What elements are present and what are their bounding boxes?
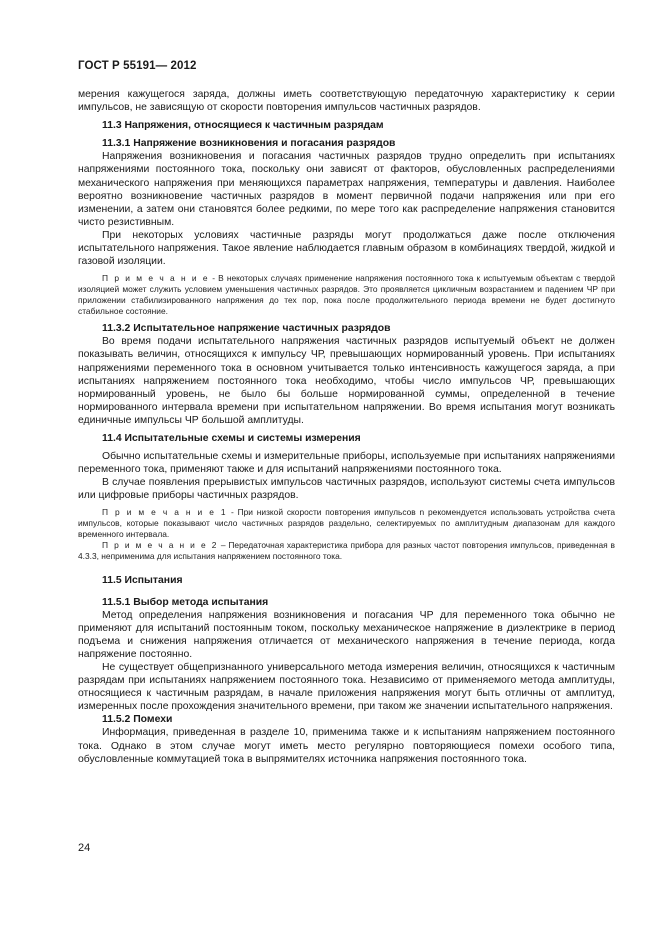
page-number: 24 [78,842,91,854]
paragraph: В случае появления прерывистых импульсов частичных разрядов, используют системы счета импульсов или цифровые приборы частичных разрядов. [78,477,615,502]
subsection-heading-11-3-1: 11.3.1 Напряжение возникновения и погасания разрядов [102,138,396,150]
paragraph: Напряжения возникновения и погасания частичных разрядов трудно определить при испытаниях напряжениями постоянного тока, поскольку они зависят от факторов, обусловленных распределениями механического напряжения при меняющихся параметрах напряжения, температуры и давления. Наиболее вероятно возникновение частичных разрядов в момент первичной подачи напряжения или при его изменении, а затем они становятся более редкими, по мере того как распределение напряжения становится чисто резистивным. [78,151,615,228]
paragraph: Информация, приведенная в разделе 10, применима также и к испытаниям напряжением постоянного тока. Однако в этом случае могут иметь место регулярно повторяющиеся помехи особого типа, обусловленные коммутацией тока в выпрямителях источника напряжения постоянного тока. [78,727,615,765]
subsection-heading-11-5-2: 11.5.2 Помехи [102,714,173,726]
section-heading-11-5: 11.5 Испытания [102,575,183,587]
note-text: – Передаточная характеристика прибора для разных частот повторения импульсов, приведенная в 4.3.3, неприменима для испытания напряжением постоянного тока. [78,540,615,562]
section-heading-11-4: 11.4 Испытательные схемы и системы измерения [102,432,361,444]
paragraph: Во время подачи испытательного напряжения частичных разрядов испытуемый объект не должен показывать величин, относящихся к импульсу ЧР, превышающих нормированный уровень. При испытаниях напряжениями переменного тока в основном учитывается только интенсивность кажущегося заряда, а при испытаниях напряжением постоянного тока необходимо, чтобы число импульсов ЧР, превышающих нормированный уровень, не было бы больше нормированной суммы, определенной в течение нормированного интервала времени при испытательном напряжении. Во время испытания могут возникать единичные импульсы ЧР большой амплитуды. [78,336,615,426]
paragraph: Обычно испытательные схемы и измерительные приборы, используемые при испытаниях напряжениями переменного тока, применяют также и для испытаний напряжениями постоянного тока. [78,451,615,476]
section-heading-11-3: 11.3 Напряжения, относящиеся к частичным разрядам [102,120,384,132]
paragraph: Не существует общепризнанного универсального метода измерения величин, относящихся к частичным разрядам при испытаниях напряжением постоянного тока. Независимо от применяемого метода амплитуды, относящиеся к частичным разрядам, в начале приложения напряжения могут быть отличны от амплитуд, измеренных после прохождения значительного времени, при таком же значении испытательного напряжения. [78,662,615,713]
subsection-heading-11-3-2: 11.3.2 Испытательное напряжение частичных разрядов [102,323,391,335]
paragraph: При некоторых условиях частичные разряды могут продолжаться даже после отключения испытательного напряжения. Такое явление наблюдается главным образом в комбинациях твердой, жидкой и газовой изоляции. [78,229,615,268]
note-text: - В некоторых случаях применение напряжения постоянного тока к испытуемым объектам с твердой изоляцией может служить условием уменьшения частичных разрядов. Это проявляется цикличным возрастанием и падением ЧР при приложении стабилизированного напряжения до тех пор, пока после продолжительного периода времени не будет достигнуто стабильное состояние. [78,273,615,317]
page-content [78,88,615,766]
note [78,507,615,540]
note-label: П р и м е ч а н и е 1 [102,507,228,518]
note-label: П р и м е ч а н и е [102,273,210,284]
subsection-heading-11-5-1: 11.5.1 Выбор метода испытания [102,596,269,608]
note-text: - При низкой скорости повторения импульсов n рекомендуется использовать устройства счета импульсов, которые показывают число частичных разрядов раздельно, селектируемых по амплитудным диапазонам для каждого временного интервала. [78,507,615,540]
paragraph: Метод определения напряжения возникновения и погасания ЧР для переменного тока обычно не применяют для испытаний постоянным током, поскольку механическое напряжение в диэлектрике в период подъема и снижения напряжения отличается от механического напряжения в течение периода, когда напряжение постоянно. [78,609,615,660]
page-header: ГОСТ Р 55191— 2012 [78,60,197,72]
note-label: П р и м е ч а н и е 2 [102,540,218,551]
note [78,540,615,562]
note [78,273,615,317]
paragraph: мерения кажущегося заряда, должны иметь соответствующую передаточную характеристику к серии импульсов, не зависящую от скорости повторения импульсов частичных разрядов. [78,89,615,114]
